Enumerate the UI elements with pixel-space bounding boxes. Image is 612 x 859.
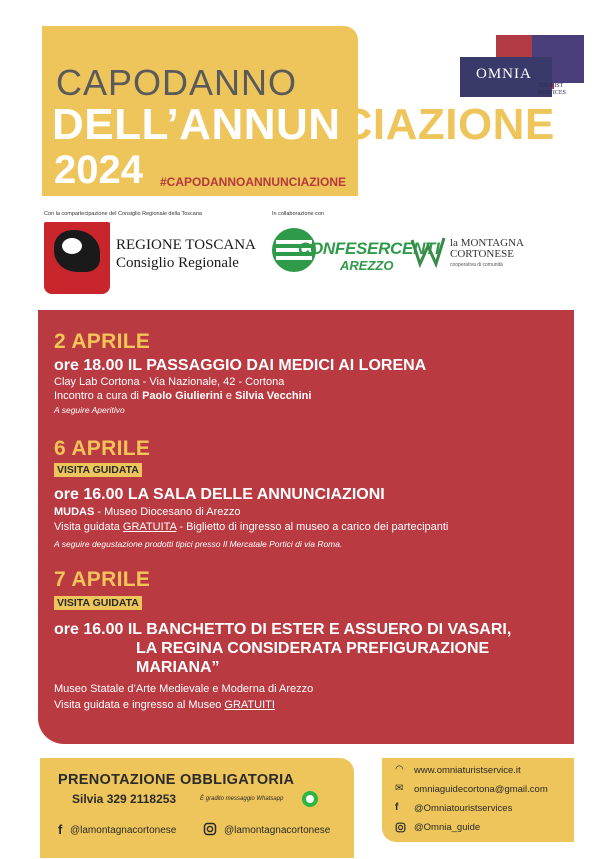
regione-toscana-shield-icon [44, 222, 110, 294]
title-part-b: CIAZIONE [340, 100, 555, 149]
event-3-date: 7 APRILE [54, 568, 151, 591]
contact-facebook[interactable]: @Omniatouristservices [414, 803, 513, 814]
montagna-line2: CORTONESE [450, 248, 514, 260]
event-2-date: 6 APRILE [54, 437, 151, 460]
place-bold: MUDAS [54, 506, 95, 518]
info-prefix: Visita guidata [54, 521, 120, 533]
regione-toscana-name [116, 236, 256, 272]
event-1-date: 2 APRILE [54, 330, 151, 353]
event-2-title: ore 16.00 LA SALA DELLE ANNUNCIAZIONI [54, 486, 385, 503]
whatsapp-icon[interactable] [302, 791, 318, 807]
title-capodanno: CAPODANNO [56, 62, 298, 103]
montagna-cortonese-logo-icon [410, 236, 446, 270]
facebook-icon: f [395, 802, 399, 813]
event-2-place [54, 506, 240, 518]
confesercenti-city: AREZZO [340, 258, 394, 273]
curator-2: Silvia Vecchini [235, 390, 312, 402]
event-1-title: ore 18.00 IL PASSAGGIO DAI MEDICI AI LORENA [54, 357, 427, 374]
title-part-a: DELL’ANNUN [52, 100, 341, 149]
event-3-title-line1: ore 16.00 IL BANCHETTO DI ESTER E ASSUERO DI VASARI, [54, 621, 512, 638]
wifi-icon: ◠ [395, 764, 404, 775]
email-icon: ✉ [395, 783, 404, 794]
info-free: GRATUITI [224, 699, 275, 711]
event-1-place: Clay Lab Cortona - Via Nazionale, 42 - Cortona [54, 376, 285, 388]
pegasus-highlight [62, 238, 82, 254]
montagna-subtitle: cooperativa di comunità [450, 262, 503, 268]
hashtag: #CAPODANNOANNUNCIAZIONE [160, 175, 347, 189]
info-prefix: Visita guidata e ingresso al Museo [54, 699, 222, 711]
curator-and: e [225, 390, 232, 402]
info-free: GRATUITA [122, 521, 177, 533]
booking-instagram[interactable]: @lamontagnacortonese [224, 825, 331, 836]
montagna-line1: la MONTAGNA [450, 237, 524, 249]
montagna-cortonese-name [450, 238, 524, 260]
curator-1: Paolo Giulierini [142, 390, 223, 402]
booking-phone[interactable]: Silvia 329 2118253 [72, 792, 177, 806]
curated-prefix: Incontro a cura di [54, 390, 139, 402]
region-line2: Consiglio Regionale [116, 255, 239, 271]
event-3-place: Museo Statale d’Arte Medievale e Moderna di Arezzo [54, 683, 314, 695]
event-3-title-line2: LA REGINA CONSIDERATA PREFIGURAZIONE [136, 640, 490, 657]
omnia-name: OMNIA [476, 66, 532, 82]
confesercenti-name: CONFESERCENTI [298, 239, 440, 258]
region-line1: REGIONE TOSCANA [116, 237, 256, 253]
event-2-note: A seguire degustazione prodotti tipici presso Il Mercatale Portici di via Roma. [54, 539, 343, 549]
booking-facebook[interactable]: @lamontagnacortonese [70, 825, 177, 836]
title-year: 2024 [54, 148, 143, 192]
contact-email[interactable]: omniaguidecortona@gmail.com [414, 784, 548, 795]
contact-instagram[interactable]: @Omnia_guide [414, 822, 481, 833]
place-rest: - Museo Diocesano di Arezzo [94, 506, 241, 518]
whatsapp-note: È gradito messaggio Whatsapp [200, 796, 284, 802]
sponsor-caption-right: In collaborazione con [272, 211, 324, 217]
instagram-icon [395, 822, 406, 833]
event-2-badge: VISITA GUIDATA [54, 463, 142, 477]
info-rest: - Biglietto di ingresso al museo a carico dei partecipanti [176, 521, 449, 533]
event-1-curators [54, 390, 311, 402]
instagram-icon[interactable] [203, 822, 217, 836]
contact-website[interactable]: www.omniaturistservice.it [414, 765, 521, 776]
sponsor-caption-left: Con la compartecipazione del Consiglio Regionale della Toscana [44, 211, 202, 217]
omnia-tagline: TOURIST SERVICES [538, 83, 566, 96]
event-1-note: A seguire Aperitivo [54, 405, 125, 415]
event-3-title-line3: MARIANA” [136, 659, 220, 676]
event-2-info [54, 521, 448, 533]
event-3-badge: VISITA GUIDATA [54, 596, 142, 610]
booking-title: PRENOTAZIONE OBBLIGATORIA [58, 772, 295, 788]
title-annunciazione [52, 100, 555, 150]
event-3-info [54, 699, 275, 711]
facebook-icon[interactable]: f [58, 822, 63, 837]
